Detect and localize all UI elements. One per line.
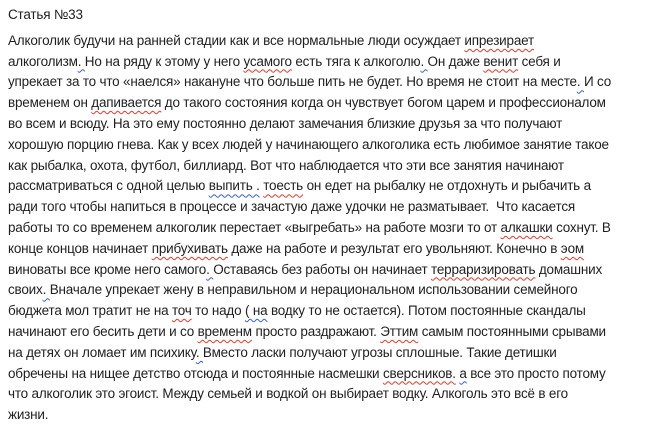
text-segment: Вначале упрекает жену в неправильном и нерациональном использовании семейного xyxy=(49,282,578,298)
text-line[interactable] xyxy=(8,135,657,156)
text-segment: просто раздражают. xyxy=(251,323,381,339)
text-line[interactable] xyxy=(8,197,657,218)
text-line[interactable] xyxy=(8,343,657,364)
text-segment: алкоголизм xyxy=(8,53,78,69)
spelling-error-word: дапивается xyxy=(91,95,162,111)
text-line[interactable] xyxy=(8,114,657,135)
spelling-error-word: терраризировать xyxy=(431,261,536,277)
text-segment: все это просто потому xyxy=(466,365,606,381)
text-segment: домашних xyxy=(535,261,603,277)
text-line[interactable] xyxy=(8,260,657,281)
spelling-error-word: прибухивать xyxy=(151,240,228,256)
text-segment: ради того чтобы напиться в процессе и зачастую даже удочки не разматывает. Что касается xyxy=(8,199,576,215)
text-segment: то надо xyxy=(191,303,245,319)
text-segment: во всем и всюду. На это ему постоянно делают замечания близкие друзья за что получают xyxy=(8,115,563,131)
spelling-error-word: эом xyxy=(560,240,584,256)
text-line[interactable] xyxy=(8,301,657,322)
text-line[interactable] xyxy=(8,384,657,405)
text-segment: временем он xyxy=(8,95,92,111)
text-segment: что алкоголик это эгоист. Между семьей и водкой он выбирает водку. Алкоголь это всё в его xyxy=(8,386,568,402)
text-line[interactable] xyxy=(8,93,657,114)
text-segment: есть тяга к алкоголю xyxy=(291,53,421,69)
text-segment: И со xyxy=(583,74,612,90)
text-segment: бюджета мол тратит не на xyxy=(8,303,172,319)
spelling-error-word: временм xyxy=(197,323,252,339)
text-segment: обречены на нищее детство отсюда и постоянные насмешки xyxy=(8,365,383,381)
grammar-error-fragment: выпить . xyxy=(208,178,260,194)
text-line[interactable] xyxy=(8,239,657,260)
text-segment: жизни. xyxy=(8,407,49,423)
text-segment: виноваты все кроме него самого xyxy=(8,261,207,277)
document-body[interactable] xyxy=(8,31,657,426)
text-line[interactable] xyxy=(8,52,657,73)
text-segment: упрекает за то что «наелся» накануне что больше пить не будет. Но время не стоит на месте xyxy=(8,74,577,90)
text-segment: Но на ряду к этому у него xyxy=(84,53,244,69)
text-line[interactable] xyxy=(8,31,657,52)
text-segment: конце концов начинает xyxy=(8,240,152,256)
text-segment: Оставаясь без работы он начинает xyxy=(213,261,431,277)
text-segment: самым постоянными срывами xyxy=(418,323,606,339)
text-segment: Алкоголик будучи на ранней стадии как и все нормальные люди осуждает xyxy=(8,32,465,48)
text-line[interactable] xyxy=(8,72,657,93)
text-segment: Вместо ласки получают угрозы сплошные. Такие детишки xyxy=(202,344,557,360)
spelling-error-word: сверсников. xyxy=(382,365,456,381)
text-segment: своих xyxy=(8,282,43,298)
grammar-error-fragment: . xyxy=(42,282,50,298)
text-segment: как рыбалка, охота, футбол, биллиард. Вот что наблюдается что эти все занятия начинают xyxy=(8,157,564,173)
grammar-error-fragment: ( на xyxy=(244,303,268,319)
spelling-error-word: алкашки xyxy=(500,219,553,235)
spelling-error-word: точ xyxy=(171,303,192,319)
text-segment: сохнут. В xyxy=(552,219,611,235)
text-line[interactable] xyxy=(8,280,657,301)
spelling-error-word: Эттим xyxy=(380,323,419,339)
text-line[interactable] xyxy=(8,156,657,177)
text-segment: себя и xyxy=(518,53,561,69)
spelling-error-word: усамого xyxy=(243,53,292,69)
grammar-error-fragment: . xyxy=(420,53,428,69)
text-segment: он едет на рыбалку не отдохнуть и рыбачить а xyxy=(303,178,591,194)
text-segment: работы то со временем алкоголик перестает «выгребать» на работе мозги то от xyxy=(8,219,501,235)
text-line[interactable] xyxy=(8,364,657,385)
text-segment: рассматриваться с одной целью xyxy=(8,178,209,194)
text-segment: даже на работе и результат его увольняют. Конечно в xyxy=(227,240,561,256)
text-segment: водку то не остается). Потом постоянные скандалы xyxy=(267,303,586,319)
text-line[interactable] xyxy=(8,176,657,197)
text-line[interactable] xyxy=(8,322,657,343)
text-segment: до такого состояния когда он чувствует богом царем и профессионалом xyxy=(161,95,606,111)
spelling-error-word: ипрезирает xyxy=(464,32,534,48)
spelling-error-word: тоесть xyxy=(263,178,304,194)
grammar-error-fragment: . xyxy=(206,261,214,277)
text-segment: хорошую порцию гнева. Как у всех людей у начинающего алкоголика есть любимое занятие такое xyxy=(8,136,609,152)
text-segment: начинают его бесить дети и со xyxy=(8,323,198,339)
text-line[interactable] xyxy=(8,405,657,426)
spelling-error-word: венит xyxy=(483,53,519,69)
grammar-error-fragment: . xyxy=(576,74,584,90)
grammar-error-fragment: . xyxy=(77,53,85,69)
document-title[interactable]: Статья №33 xyxy=(8,7,83,22)
text-line[interactable] xyxy=(8,218,657,239)
text-segment: Он даже xyxy=(427,53,484,69)
text-segment: на детях он ломает им психику xyxy=(8,344,196,360)
grammar-error-fragment: а xyxy=(459,365,467,381)
grammar-error-fragment: . xyxy=(195,344,203,360)
